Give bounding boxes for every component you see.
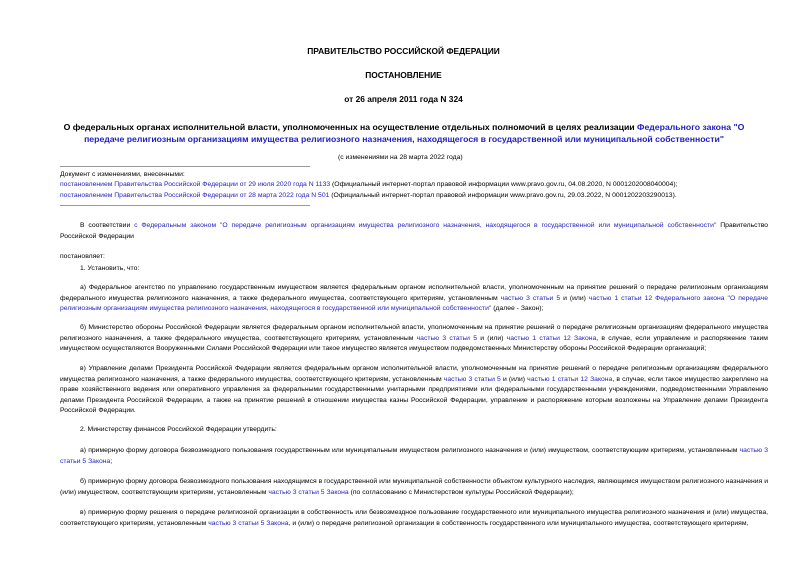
resolves-line: постановляет: [60,253,105,260]
law-article-link[interactable]: частью 3 статьи 5 [443,375,501,383]
item-1-heading: 1. Установить, что: [80,265,140,272]
amendments-intro: Документ с изменениями, внесенными: [60,171,185,178]
federal-law-link[interactable]: Федерального закона "О передаче религиозным организациям имущества религиозного назначения, находящегося в государственной или муниципальной собственности" [84,122,745,144]
amendment-item [60,181,677,188]
date-number-heading: от 26 апреля 2011 года N 324 [344,94,463,104]
title-text: О федеральных органах исполнительной власти, уполномоченных на осуществление отдельных полномочий в целях реализации [63,122,638,132]
amendment-source: (Официальный интернет-портал правовой информации www.pravo.gov.ru, 29.03.2022, N 0001202203290013). [329,192,677,199]
law-article-link[interactable]: частью 3 статьи 5 Закона [268,488,349,496]
paragraph-text: и (или) [560,294,589,302]
item-1a-paragraph [60,283,768,315]
law-article-link[interactable]: частью 3 статьи 5 Закона [60,447,768,465]
law-article-link[interactable]: частью 1 статьи 12 Закона [527,375,613,383]
item-2v-paragraph [60,508,768,529]
government-heading: ПРАВИТЕЛЬСТВО РОССИЙСКОЙ ФЕДЕРАЦИИ [307,46,500,56]
law-article-link[interactable]: частью 1 статьи 12 Закона [506,334,597,342]
paragraph-text: , в случае, если управление и распоряжение таким имуществом осуществляются Вооруженными Силами Российской Федерации или такое имущество является имуществом подведомственных Министерству обороны Российской Федерации организаций; [60,334,768,352]
document-title [60,121,748,145]
paragraph-text: и (или) [476,334,507,342]
document-type-heading: ПОСТАНОВЛЕНИЕ [365,70,442,80]
law-article-link[interactable]: частью 1 статьи 12 Федерального закона "О передаче религиозным организациям имущества религиозного назначения, находящегося в государственной или муниципальной собственности" [60,294,768,312]
amendment-link-501[interactable]: постановлением Правительства Российской Федерации от 28 марта 2022 года N 501 [60,192,330,199]
paragraph-text: , и (или) о передаче религиозной организации в собственность государственного или муниципального имущества, соответствующего критериям, [288,519,749,527]
paragraph-text: (по согласованию с Министерством культуры Российской Федерации); [348,488,574,496]
paragraph-text: ; [110,457,113,465]
paragraph-text: б) примерную форму договора безвозмездного пользования находящимся в государственной или муниципальной собственности объектом культурного наследия, являющимся имуществом религиозного назначения и (или) имуществом, соответствующим критериям, установленным [60,478,768,496]
amendment-item [60,192,677,199]
amendment-source: (Официальный интернет-портал правовой информации www.pravo.gov.ru, 04.08.2020, N 0001202008040004); [330,181,678,188]
revision-date: (с изменениями на 28 марта 2022 года) [338,154,463,161]
paragraph-text: (далее - Закон); [491,305,544,312]
paragraph-text: б) Министерство обороны Российской Федерации является федеральным органом исполнительной власти, уполномоченным на принятие решений о передаче религиозным организациям федерального имущества религиозного назначения, а также федерального имущества, соответствующего критериям, установленным [60,324,768,342]
federal-law-link[interactable]: с Федеральным законом "О передаче религиозным организациям имущества религиозного назначения, находящегося в государственной или муниципальной собственности" [134,222,717,229]
law-article-link[interactable]: частью 3 статьи 5 Закона [208,519,289,527]
paragraph-text: а) Федеральное агентство по управлению государственным имуществом является федеральным органом исполнительной власти, уполномоченным на принятие решений о передаче религиозным организациям федерального имущества религиозного назначения, а также федерального имущества, соответствующего критериям, установленным [60,284,768,302]
law-article-link[interactable]: частью 3 статьи 5 [500,294,561,302]
item-1v-paragraph [60,364,768,417]
preamble-text: Правительство Российской Федерации [60,222,769,240]
item-1b-paragraph [60,323,768,355]
paragraph-text: в) примерную форму решения о передаче религиозной организации в собственность или безвозмездное пользование государственного или муниципального имущества религиозного назначения и (или) имущества, соответствующего критериям, установленным [60,509,768,527]
paragraph-text: в) Управление делами Президента Российской Федерации является федеральным органом исполнительной власти, уполномоченным на принятие решений о передаче религиозным организациям федерального имущества религиозного назначения, а также федерального имущества, соответствующего критериям, установленным [60,365,768,383]
item-2b-paragraph [60,477,768,498]
paragraph-text: и (или) [500,375,528,383]
paragraph-text: , в случае, если такое имущество закреплено на праве хозяйственного ведения или оперативного управления за федеральными государственными унитарными предприятиями или федеральными государственными учреждениями, подведомственными Управлению делами Президента Российской Федерации, а также на принятие решений в отношении имущества казны Российской Федерации, управление и распоряжение которым возложены на Управление делами Президента Российской Федерации. [60,375,768,414]
amendments-bottom-divider [60,205,310,206]
amendment-link-1133[interactable]: постановлением Правительства Российской Федерации от 29 июля 2020 года N 1133 [60,181,331,188]
amendments-top-divider [60,166,310,167]
law-article-link[interactable]: частью 3 статьи 5 [416,334,477,342]
item-2-heading: 2. Министерству финансов Российской Федерации утвердить: [80,426,277,433]
item-2a-paragraph [60,446,768,467]
preamble-paragraph [60,221,768,242]
preamble-text: В соответствии [80,222,135,229]
paragraph-text: а) примерную форму договора безвозмездного пользования государственным или муниципальным имуществом религиозного назначения и (или) имуществом, соответствующим критериям, установленным [80,447,740,454]
